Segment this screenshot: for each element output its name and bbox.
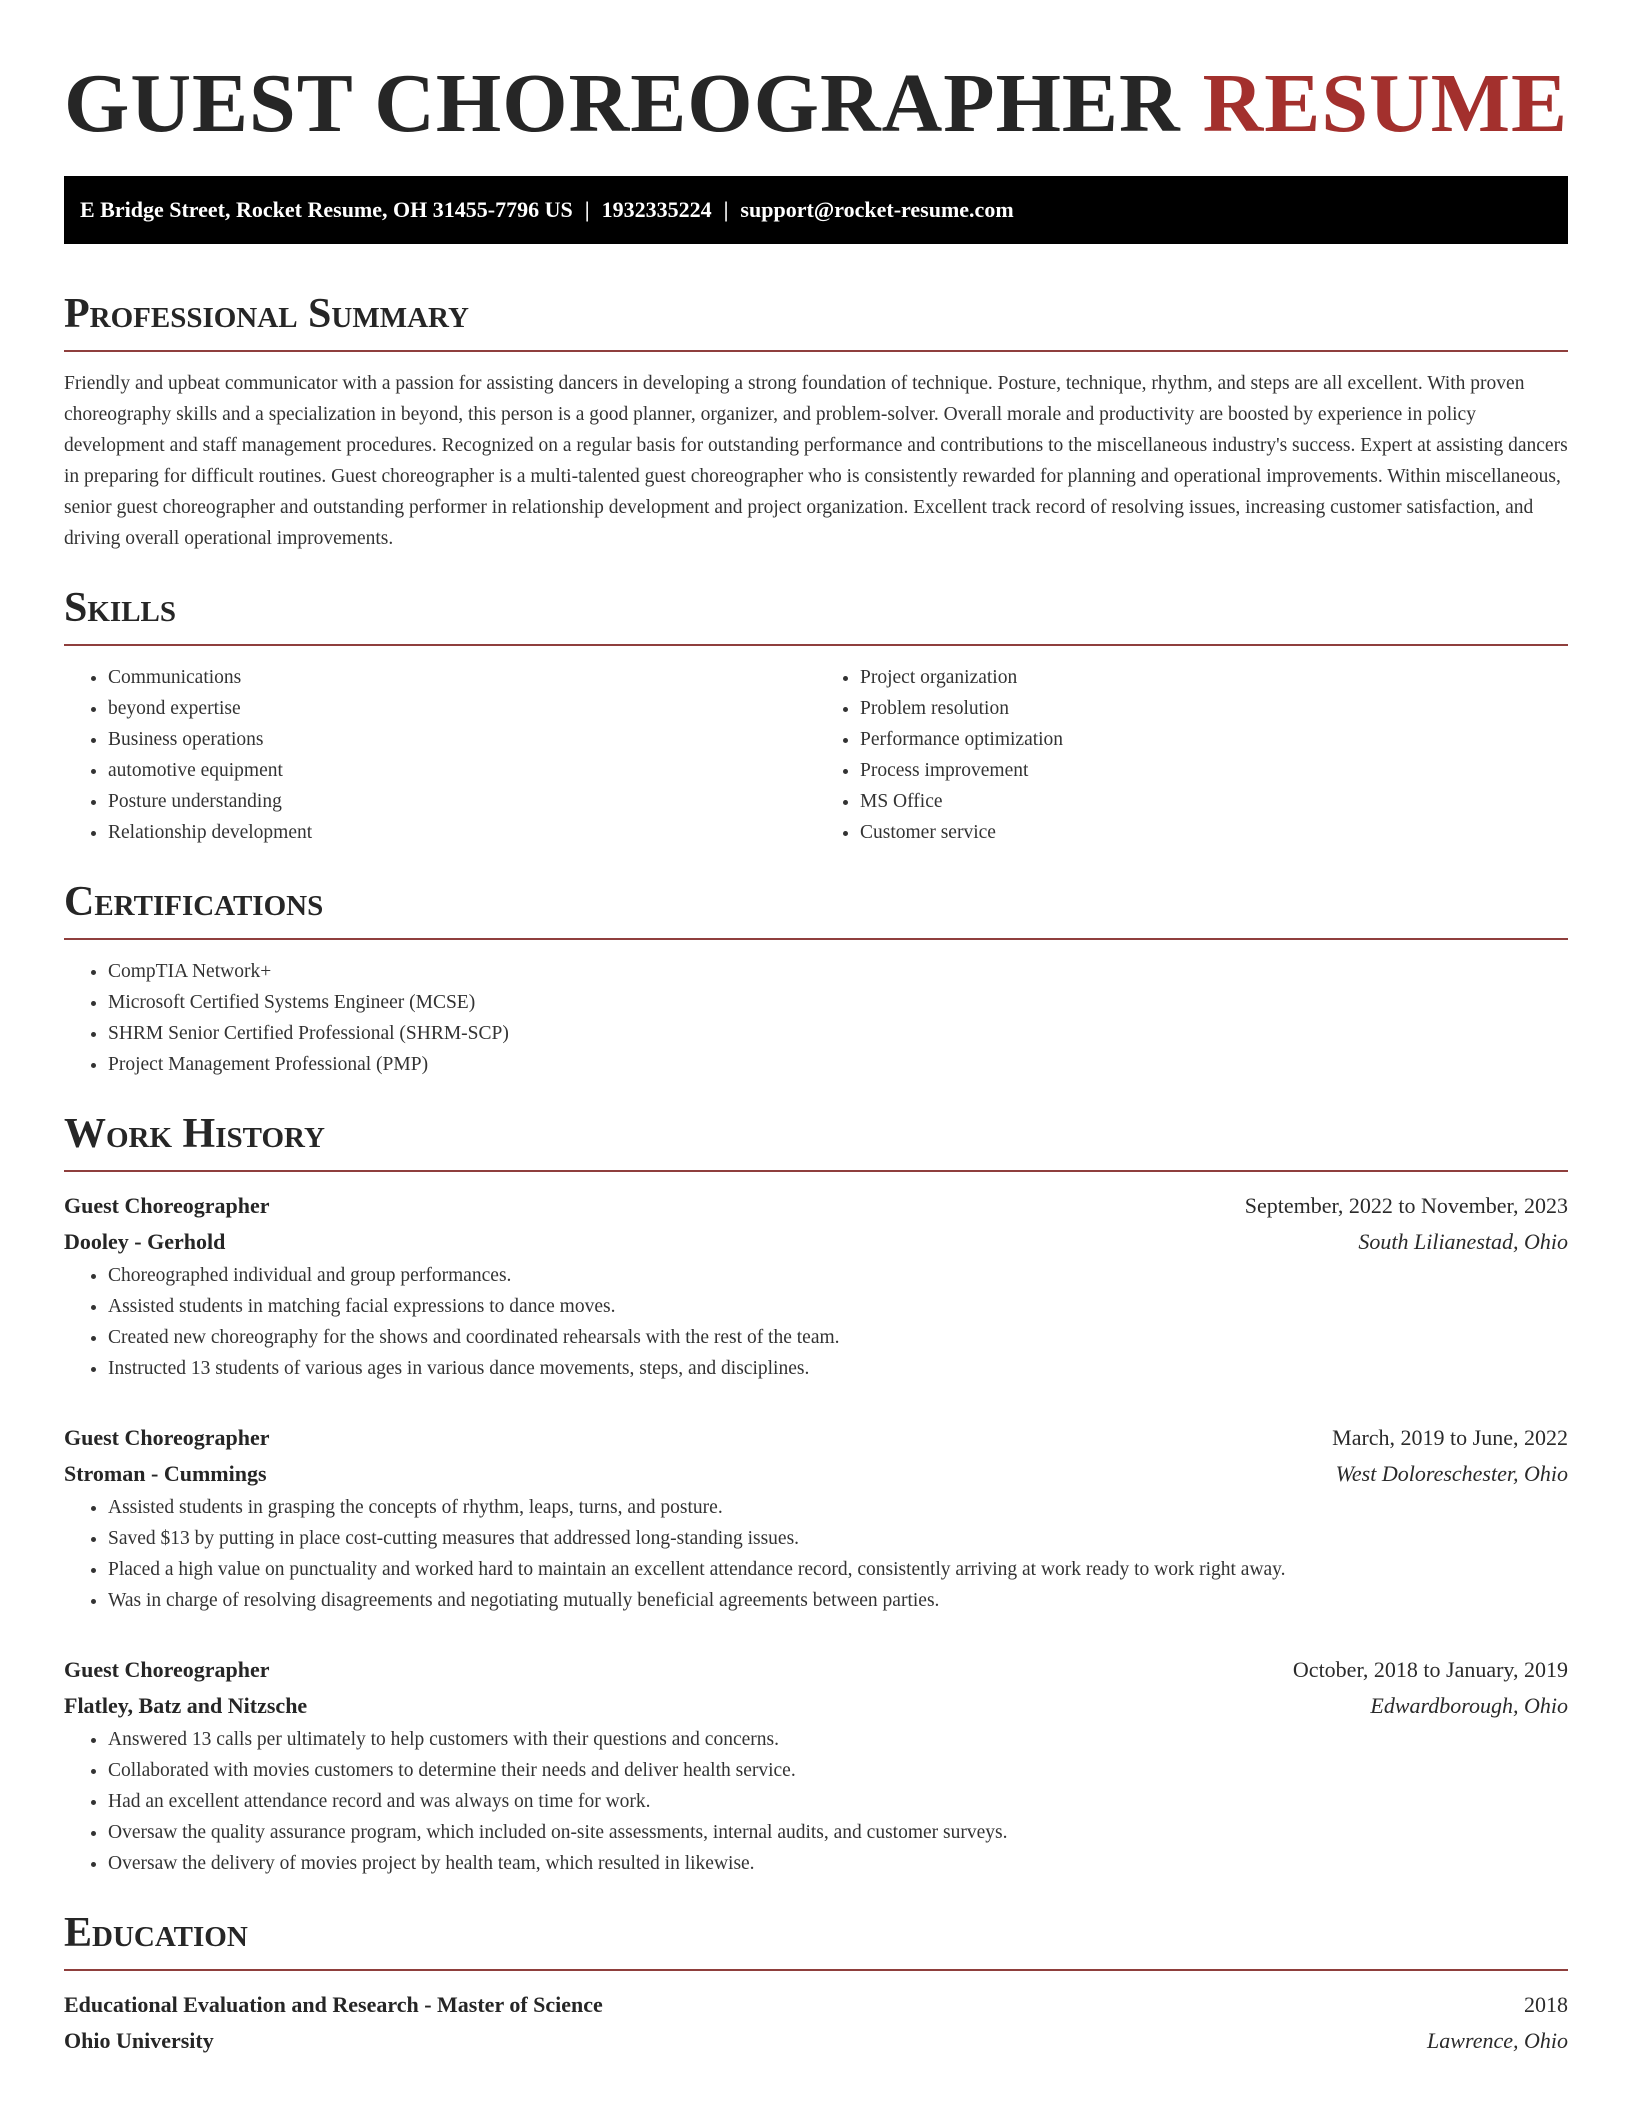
skill-item: • Process improvement — [860, 755, 1568, 786]
section-title-certifications: Certifications — [64, 879, 324, 925]
contact-bar — [64, 176, 1568, 244]
skill-item: • MS Office — [860, 786, 1568, 817]
skill-item: • Posture understanding — [108, 786, 816, 817]
job-location: West Doloreschester, Ohio — [1335, 1461, 1568, 1486]
certifications-list — [64, 956, 1568, 1080]
education-subheader — [64, 2023, 1568, 2059]
skill-item: • automotive equipment — [108, 755, 816, 786]
education-section — [64, 1907, 1568, 2059]
job-duty: • Instructed 13 students of various ages in various dance movements, steps, and disciplines. — [108, 1353, 1568, 1384]
education-header — [64, 1987, 1568, 2023]
contact-phone[interactable]: 1932335224 — [601, 197, 712, 222]
section-title-education: Education — [64, 1910, 248, 1956]
job-duty: • Collaborated with movies customers to determine their needs and deliver health service. — [108, 1755, 1568, 1786]
job-duty: • Saved $13 by putting in place cost-cutting measures that addressed long-standing issues. — [108, 1523, 1568, 1554]
summary-section — [64, 288, 1568, 554]
job-header — [64, 1652, 1568, 1688]
job-duty: • Answered 13 calls per ultimately to help customers with their questions and concerns. — [108, 1724, 1568, 1755]
certification-item: • Project Management Professional (PMP) — [108, 1049, 1568, 1080]
skills-list-right — [816, 662, 1568, 848]
job-duty: • Oversaw the delivery of movies project by health team, which resulted in likewise. — [108, 1848, 1568, 1879]
section-divider — [64, 1969, 1568, 1971]
section-title-work-history: Work History — [64, 1111, 325, 1157]
job-header — [64, 1420, 1568, 1456]
job-subheader — [64, 1224, 1568, 1260]
resume-title — [64, 0, 1568, 176]
job-duties-list — [64, 1260, 1568, 1384]
education-entry — [64, 1987, 1568, 2059]
job-dates: October, 2018 to January, 2019 — [1292, 1657, 1568, 1682]
contact-separator: | — [723, 197, 729, 222]
skills-list-left — [64, 662, 816, 848]
title-main: GUEST CHOREOGRAPHER — [64, 57, 1181, 150]
job-duty: • Oversaw the quality assurance program, which included on-site assessments, internal audits, and customer surveys. — [108, 1817, 1568, 1848]
job-company: Stroman - Cummings — [64, 1461, 267, 1486]
job-header — [64, 1188, 1568, 1224]
job-duty: • Choreographed individual and group performances. — [108, 1260, 1568, 1291]
certification-item: • CompTIA Network+ — [108, 956, 1568, 987]
section-divider — [64, 350, 1568, 352]
education-year: 2018 — [1524, 1992, 1568, 2017]
work-history-section — [64, 1108, 1568, 1879]
summary-text: Friendly and upbeat communicator with a passion for assisting dancers in developing a strong foundation of technique. Posture, technique, rhythm, and steps are all excellent. With proven choreography skills and a specialization in beyond, this person is a good planner, organizer, and problem-solver. Overall morale and productivity are boosted by experience in policy development and staff management procedures. Recognized on a regular basis for outstanding performance and contributions to the miscellaneous industry's success. Expert at assisting dancers in preparing for difficult routines. Guest choreographer is a multi-talented guest choreographer who is consistently rewarded for planning and operational improvements. Within miscellaneous, senior guest choreographer and outstanding performer in relationship development and project organization. Excellent track record of resolving issues, increasing customer satisfaction, and driving overall operational improvements. — [64, 373, 1568, 549]
skill-item: • Communications — [108, 662, 816, 693]
job-duty: • Was in charge of resolving disagreements and negotiating mutually beneficial agreements between parties. — [108, 1585, 1568, 1616]
job-location: Edwardborough, Ohio — [1370, 1693, 1568, 1718]
contact-address: E Bridge Street, Rocket Resume, OH 31455-7796 US — [80, 197, 573, 222]
job-dates: September, 2022 to November, 2023 — [1244, 1193, 1568, 1218]
job-company: Flatley, Batz and Nitzsche — [64, 1693, 308, 1718]
section-divider — [64, 644, 1568, 646]
skill-item: • Problem resolution — [860, 693, 1568, 724]
skill-item: • Customer service — [860, 817, 1568, 848]
job-subheader — [64, 1456, 1568, 1492]
education-degree: Educational Evaluation and Research - Master of Science — [64, 1992, 603, 2017]
job-entry — [64, 1652, 1568, 1879]
education-school: Ohio University — [64, 2028, 214, 2053]
job-duties-list — [64, 1724, 1568, 1879]
education-location: Lawrence, Ohio — [1427, 2028, 1568, 2053]
skills-section — [64, 582, 1568, 848]
skill-item: • Project organization — [860, 662, 1568, 693]
job-company: Dooley - Gerhold — [64, 1229, 226, 1254]
job-location: South Lilianestad, Ohio — [1358, 1229, 1568, 1254]
certification-item: • SHRM Senior Certified Professional (SHRM-SCP) — [108, 1018, 1568, 1049]
certification-item: • Microsoft Certified Systems Engineer (MCSE) — [108, 987, 1568, 1018]
skill-item: • Performance optimization — [860, 724, 1568, 755]
job-entry — [64, 1420, 1568, 1616]
job-subheader — [64, 1688, 1568, 1724]
section-title-skills: Skills — [64, 585, 177, 631]
skills-grid — [64, 662, 1568, 848]
section-divider — [64, 1170, 1568, 1172]
skill-item: • beyond expertise — [108, 693, 816, 724]
section-title-summary: Professional Summary — [64, 291, 469, 337]
job-duties-list — [64, 1492, 1568, 1616]
skill-item: • Business operations — [108, 724, 816, 755]
job-role: Guest Choreographer — [64, 1425, 270, 1450]
job-duty: • Created new choreography for the shows and coordinated rehearsals with the rest of the team. — [108, 1322, 1568, 1353]
job-duty: • Assisted students in matching facial expressions to dance moves. — [108, 1291, 1568, 1322]
certifications-section — [64, 876, 1568, 1080]
job-role: Guest Choreographer — [64, 1657, 270, 1682]
title-accent: RESUME — [1202, 57, 1569, 150]
contact-email[interactable]: support@rocket-resume.com — [740, 197, 1014, 222]
job-duty: • Had an excellent attendance record and was always on time for work. — [108, 1786, 1568, 1817]
job-duty: • Assisted students in grasping the concepts of rhythm, leaps, turns, and posture. — [108, 1492, 1568, 1523]
job-role: Guest Choreographer — [64, 1193, 270, 1218]
skill-item: • Relationship development — [108, 817, 816, 848]
job-entry — [64, 1188, 1568, 1384]
job-dates: March, 2019 to June, 2022 — [1332, 1425, 1568, 1450]
section-divider — [64, 938, 1568, 940]
job-duty: • Placed a high value on punctuality and worked hard to maintain an excellent attendance record, consistently arriving at work ready to work right away. — [108, 1554, 1568, 1585]
contact-separator: | — [584, 197, 590, 222]
